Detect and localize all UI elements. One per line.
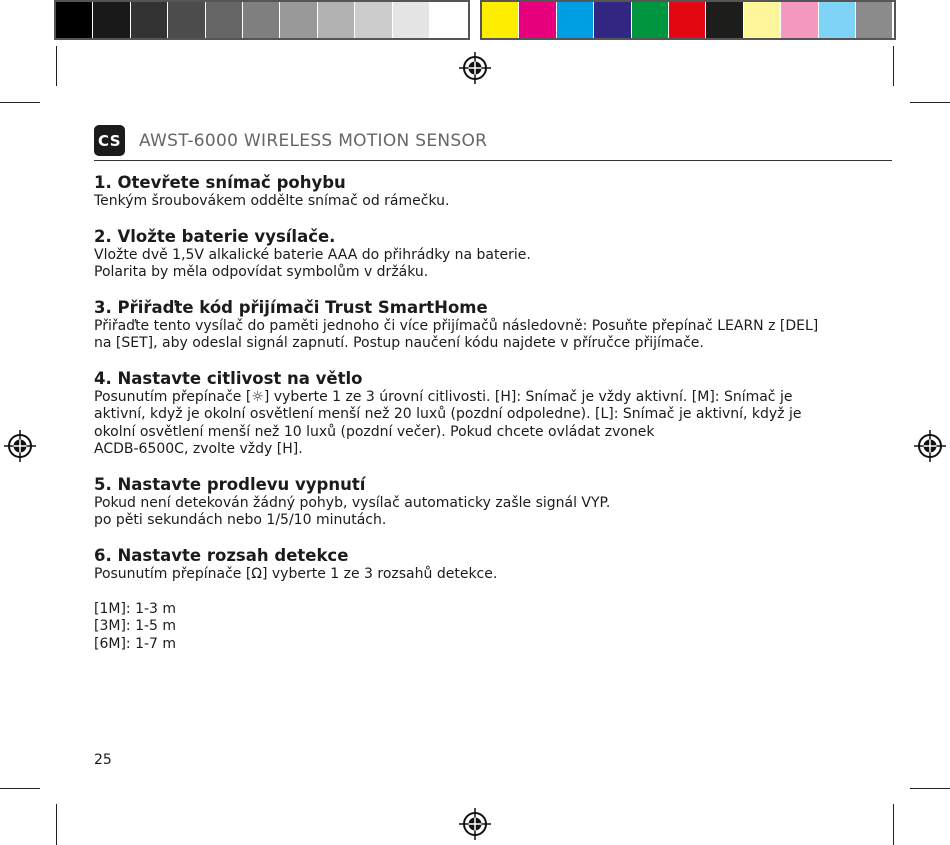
color-swatch xyxy=(669,2,705,38)
color-swatch xyxy=(93,2,129,38)
section-text: Tenkým šroubovákem oddělte snímač od rámečku. xyxy=(94,193,450,209)
crop-mark-left-top xyxy=(0,102,40,103)
section-text: aktivní, když je okolní osvětlení menší než 20 luxů (pozdní odpoledne). [L]: Snímač je aktivní, když je xyxy=(94,406,802,422)
color-swatch xyxy=(430,2,466,38)
section-text: po pěti sekundách nebo 1/5/10 minutách. xyxy=(94,512,387,528)
color-swatch xyxy=(355,2,391,38)
crop-mark-bottom-left xyxy=(56,804,57,845)
section-assign-code xyxy=(94,297,874,353)
color-swatch xyxy=(243,2,279,38)
color-swatch xyxy=(632,2,668,38)
instructions-content xyxy=(94,172,874,668)
section-text: Vložte dvě 1,5V alkalické baterie AAA do přihrádky na baterie. xyxy=(94,246,531,263)
section-insert-batteries xyxy=(94,226,874,282)
crop-mark-top-right xyxy=(893,46,894,86)
blank-line xyxy=(94,583,874,601)
section-detection-range xyxy=(94,545,874,654)
section-heading: 6. Nastavte rozsah detekce xyxy=(94,545,349,565)
section-text: okolní osvětlení menší než 10 luxů (pozdní večer). Pokud chcete ovládat zvonek xyxy=(94,423,655,440)
color-swatch xyxy=(168,2,204,38)
section-text: Přiřaďte tento vysílač do paměti jednoho či více přijímačů následovně: Posuňte přepínač LEARN z [DEL] xyxy=(94,317,819,334)
registration-mark-right-icon xyxy=(914,430,946,462)
color-swatch xyxy=(594,2,630,38)
crop-mark-right-top xyxy=(910,102,950,103)
section-off-delay xyxy=(94,474,874,530)
crop-mark-left-bottom xyxy=(0,788,40,789)
registration-mark-left-icon xyxy=(4,430,36,462)
range-option: [6M]: 1-7 m xyxy=(94,635,177,652)
color-swatch xyxy=(280,2,316,38)
section-text: Posunutím přepínače [☼] vyberte 1 ze 3 úrovní citlivosti. [H]: Snímač je vždy aktivní. [M]: Snímač je xyxy=(94,388,793,405)
section-text: na [SET], aby odeslal signál zapnutí. Postup naučení kódu najdete v příručce přijímače. xyxy=(94,335,704,351)
crop-mark-top-left xyxy=(56,46,57,86)
registration-mark-bottom-icon xyxy=(459,808,491,840)
section-heading: 1. Otevřete snímač pohybu xyxy=(94,173,346,192)
crop-mark-right-bottom xyxy=(910,788,950,789)
page-number: 25 xyxy=(94,752,112,768)
color-swatch xyxy=(519,2,555,38)
color-swatch xyxy=(131,2,167,38)
section-heading: 4. Nastavte citlivost na větlo xyxy=(94,368,363,388)
document-title: AWST-6000 WIRELESS MOTION SENSOR xyxy=(139,131,488,151)
section-heading: 2. Vložte baterie vysílače. xyxy=(94,226,336,246)
language-badge: CS xyxy=(94,125,125,156)
color-swatch xyxy=(819,2,855,38)
color-swatch xyxy=(318,2,354,38)
color-swatch xyxy=(706,2,742,38)
section-text: Posunutím přepínače [Ω] vyberte 1 ze 3 rozsahů detekce. xyxy=(94,565,498,582)
range-option: [3M]: 1-5 m xyxy=(94,618,177,634)
section-text: ACDB-6500C, zvolte vždy [H]. xyxy=(94,441,303,457)
color-swatch xyxy=(393,2,429,38)
section-heading: 5. Nastavte prodlevu vypnutí xyxy=(94,474,366,494)
header-divider xyxy=(94,160,892,161)
color-swatch xyxy=(56,2,92,38)
color-swatch xyxy=(744,2,780,38)
color-swatch xyxy=(482,2,518,38)
section-text: Pokud není detekován žádný pohyb, vysílač automaticky zašle signál VYP. xyxy=(94,494,611,511)
range-option: [1M]: 1-3 m xyxy=(94,600,177,617)
color-swatch xyxy=(206,2,242,38)
color-swatch xyxy=(557,2,593,38)
color-swatch xyxy=(856,2,892,38)
section-heading: 3. Přiřaďte kód přijímači Trust SmartHome xyxy=(94,297,488,317)
crop-mark-bottom-right xyxy=(893,804,894,845)
section-text: Polarita by měla odpovídat symbolům v držáku. xyxy=(94,264,429,280)
section-light-sensitivity xyxy=(94,368,874,459)
color-swatch xyxy=(781,2,817,38)
registration-mark-top-icon xyxy=(459,52,491,84)
section-open-sensor xyxy=(94,172,874,211)
